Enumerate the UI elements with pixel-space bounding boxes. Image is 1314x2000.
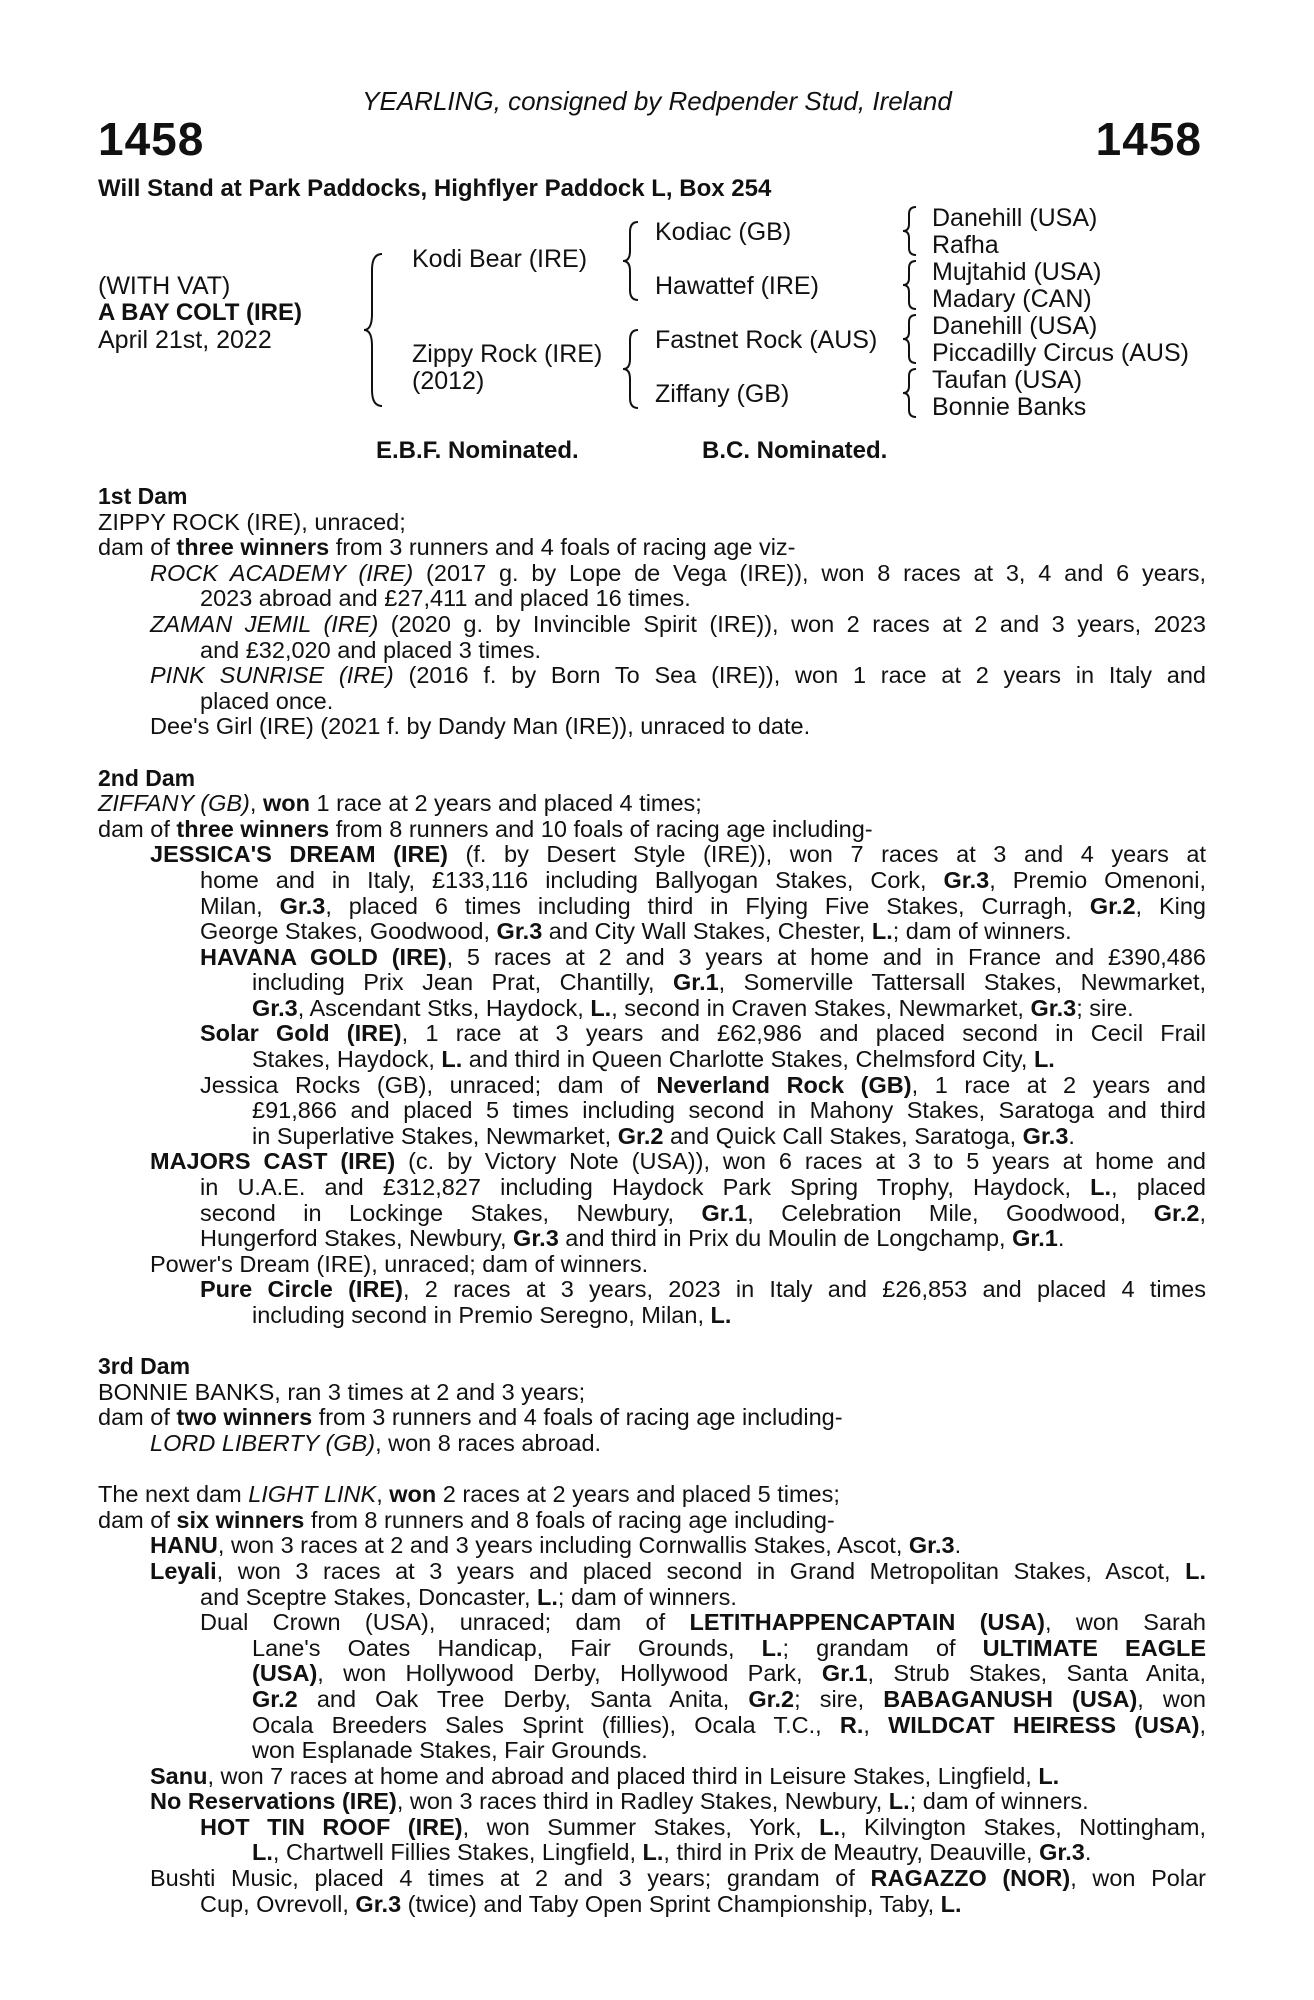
text-run: home and in Italy, £133,116 including Ballyogan Stakes, Cork,: [200, 866, 944, 893]
brace-gen3-4: [900, 366, 922, 420]
text-run: from 3 runners and 4 foals of racing age viz-: [329, 534, 796, 561]
text-run: ; dam of winners.: [557, 1583, 737, 1610]
text-line: [98, 945, 1206, 971]
text-line: [98, 1124, 1206, 1150]
text-run: won: [389, 1481, 437, 1508]
text-run: from 8 runners and 10 foals of racing age including-: [329, 815, 873, 842]
text-line: [98, 817, 1206, 843]
text-run: MAJORS CAST (IRE): [150, 1148, 396, 1175]
text-line: [98, 1482, 1206, 1508]
text-run: R.: [839, 1711, 864, 1738]
text-line: [98, 1815, 1206, 1841]
text-run: , won Hollywood Derby, Hollywood Park,: [317, 1660, 822, 1687]
text-run: PINK SUNRISE (IRE): [150, 662, 394, 689]
text-run: .: [1084, 1839, 1092, 1866]
text-run: , Celebration Mile, Goodwood,: [747, 1199, 1154, 1226]
gen3-sds: Mujtahid (USA): [932, 258, 1102, 286]
text-line: [98, 894, 1206, 920]
text-line: [98, 1764, 1206, 1790]
text-line: [98, 1303, 1206, 1329]
text-run: L.: [888, 1788, 910, 1815]
spacer: [98, 1457, 1206, 1483]
text-run: L.: [1185, 1557, 1206, 1584]
text-line: [98, 1226, 1206, 1252]
brace-sire-dam: [360, 250, 390, 410]
text-line: [98, 1610, 1206, 1636]
text-run: , won: [1137, 1685, 1207, 1712]
text-run: Jessica Rocks (GB), unraced; dam of: [200, 1071, 657, 1098]
text-line: [98, 1866, 1206, 1892]
text-run: LORD LIBERTY (GB): [150, 1429, 376, 1456]
text-line: [98, 663, 1206, 689]
section-heading: [98, 484, 1206, 510]
text-line: [98, 1738, 1206, 1764]
text-run: from 8 runners and 8 foals of racing age including-: [304, 1506, 835, 1533]
text-run: , won 8 races abroad.: [375, 1429, 602, 1456]
section-heading: [98, 1354, 1206, 1380]
text-line: [98, 1636, 1206, 1662]
text-run: , won 3 races at 3 years and placed second in Grand Metropolitan Stakes, Ascot,: [216, 1557, 1186, 1584]
text-run: Gr.1: [821, 1660, 868, 1687]
text-line: [98, 791, 1206, 817]
spacer: [98, 740, 1206, 766]
text-run: won Esplanade Stakes, Fair Grounds.: [252, 1737, 648, 1764]
text-run: L.: [642, 1839, 664, 1866]
text-run: and third in Queen Charlotte Stakes, Chelmsford City,: [462, 1046, 1034, 1073]
text-run: three winners: [176, 534, 330, 561]
text-run: L.: [819, 1813, 841, 1840]
text-run: , Kilvington Stakes, Nottingham,: [840, 1813, 1207, 1840]
gen3-dds: Taufan (USA): [932, 366, 1083, 394]
text-run: L.: [1038, 1762, 1060, 1789]
text-line: [98, 1585, 1206, 1611]
brace-dam-line: [620, 326, 644, 412]
text-line: [98, 1661, 1206, 1687]
text-run: six winners: [176, 1506, 305, 1533]
text-run: Gr.3: [252, 994, 298, 1021]
text-run: L.: [710, 1302, 732, 1328]
text-run: L.: [1090, 1174, 1112, 1201]
text-run: ,: [376, 1481, 390, 1508]
text-run: LETITHAPPENCAPTAIN (USA): [689, 1609, 1045, 1636]
text-line: [98, 714, 1206, 740]
text-run: £91,866 and placed 5 times including second in Mahony Stakes, Saratoga and third: [252, 1097, 1206, 1124]
text-run: L.: [590, 994, 612, 1021]
text-line: [98, 561, 1206, 587]
text-run: Gr.3: [513, 1225, 559, 1252]
text-run: two winners: [176, 1404, 313, 1431]
text-run: 2 races at 2 years and placed 5 times;: [436, 1481, 840, 1508]
text-run: ; sire.: [1076, 994, 1134, 1021]
dam-year: (2012): [412, 367, 485, 395]
text-line: [98, 970, 1206, 996]
consignment-line: YEARLING, consigned by Redpender Stud, Ireland: [362, 86, 952, 116]
brace-sire-line: [620, 218, 644, 304]
text-run: Gr.2: [1153, 1199, 1200, 1226]
text-run: Gr.1: [1012, 1225, 1058, 1252]
text-line: [98, 1175, 1206, 1201]
text-run: from 3 runners and 4 foals of racing age including-: [312, 1404, 843, 1431]
text-run: L.: [871, 918, 893, 945]
stand-info: Will Stand at Park Paddocks, Highflyer Paddock L, Box 254: [98, 175, 772, 202]
text-run: .: [954, 1532, 962, 1559]
text-run: L.: [537, 1583, 558, 1610]
text-run: BONNIE BANKS, ran 3 times at 2 and 3 years;: [98, 1378, 586, 1405]
text-run: including Prix Jean Prat, Chantilly,: [252, 969, 673, 996]
text-run: , third in Prix de Meautry, Deauville,: [663, 1839, 1040, 1866]
sire-name: Kodi Bear (IRE): [412, 245, 588, 273]
text-run: ,: [1199, 1711, 1206, 1738]
text-run: HAVANA GOLD (IRE): [200, 943, 447, 970]
gen3-dsd: Piccadilly Circus (AUS): [932, 339, 1189, 367]
text-run: ZIFFANY (GB): [98, 790, 250, 817]
text-run: 1 race at 2 years and placed 4 times;: [309, 790, 702, 817]
gen3-sss: Danehill (USA): [932, 204, 1098, 232]
text-run: Gr.3: [355, 1890, 402, 1917]
text-run: Gr.3: [943, 866, 990, 893]
text-run: George Stakes, Goodwood,: [200, 918, 497, 945]
sire-dam: Hawattef (IRE): [655, 272, 819, 300]
text-run: Milan,: [200, 892, 280, 919]
text-run: , Ascendant Stks, Haydock,: [297, 994, 591, 1021]
text-run: won: [262, 790, 310, 817]
text-run: second in Lockinge Stakes, Newbury,: [200, 1199, 702, 1226]
text-run: , 2 races at 3 years, 2023 in Italy and £26,853 and placed 4 times: [402, 1276, 1206, 1303]
text-run: and third in Prix du Moulin de Longchamp,: [558, 1225, 1013, 1252]
text-run: Lane's Oates Handicap, Fair Grounds,: [252, 1634, 762, 1661]
text-run: No Reservations (IRE): [150, 1788, 397, 1815]
section-heading: [98, 766, 1206, 792]
gen3-sdd: Madary (CAN): [932, 285, 1092, 313]
text-run: L.: [1033, 1046, 1055, 1073]
text-run: Gr.3: [1022, 1122, 1069, 1149]
sire-sire: Kodiac (GB): [655, 218, 792, 246]
text-run: Power's Dream (IRE), unraced; dam of winners.: [150, 1250, 649, 1277]
text-run: dam of: [98, 1404, 177, 1431]
text-line: [98, 1431, 1206, 1457]
text-line: [98, 1533, 1206, 1559]
text-run: Gr.3: [1030, 994, 1077, 1021]
text-line: [98, 1508, 1206, 1534]
text-run: Neverland Rock (GB): [656, 1071, 912, 1098]
text-run: , placed: [1111, 1174, 1206, 1201]
spacer: [98, 1329, 1206, 1355]
text-run: ,: [249, 790, 263, 817]
text-run: RAGAZZO (NOR): [870, 1865, 1071, 1892]
text-run: , won 7 races at home and abroad and placed third in Leisure Stakes, Lingfield,: [207, 1762, 1039, 1789]
text-run: (2016 f. by Born To Sea (IRE)), won 1 race at 2 years in Italy and: [393, 662, 1206, 689]
text-run: .: [1068, 1122, 1075, 1149]
text-run: Gr.2: [617, 1122, 664, 1149]
text-run: L.: [252, 1839, 273, 1866]
vat-note: (WITH VAT): [98, 272, 231, 300]
text-run: Gr.2: [748, 1685, 795, 1712]
text-line: [98, 1277, 1206, 1303]
text-run: ZIPPY ROCK (IRE), unraced;: [98, 508, 406, 535]
text-run: , second in Craven Stakes, Newmarket,: [611, 994, 1031, 1021]
text-line: [98, 1252, 1206, 1278]
brace-gen3-2: [900, 258, 922, 312]
text-run: Gr.3: [1039, 1839, 1085, 1866]
text-run: ,: [863, 1711, 889, 1738]
text-run: including second in Premio Seregno, Milan,: [252, 1302, 711, 1328]
text-run: L.: [441, 1046, 463, 1073]
text-run: , won Sarah: [1044, 1609, 1206, 1636]
text-run: The next dam: [98, 1481, 249, 1508]
text-run: Stakes, Haydock,: [252, 1046, 442, 1073]
text-run: , 1 race at 2 years and: [911, 1071, 1206, 1098]
text-run: (2017 g. by Lope de Vega (IRE)), won 8 races at 3, 4 and 6 years,: [413, 559, 1206, 586]
text-run: ; grandam of: [782, 1634, 983, 1661]
text-run: , Premio Omenoni,: [989, 866, 1207, 893]
dam-name: Zippy Rock (IRE): [412, 340, 603, 368]
text-line: [98, 638, 1206, 664]
text-run: ULTIMATE EAGLE: [982, 1634, 1207, 1661]
text-run: ROCK ACADEMY (IRE): [150, 559, 414, 586]
text-line: [98, 1713, 1206, 1739]
text-line: [98, 1380, 1206, 1406]
text-line: [98, 996, 1206, 1022]
text-line: [98, 1073, 1206, 1099]
text-run: (2020 g. by Invincible Spirit (IRE)), won 2 races at 2 and 3 years, 2023: [378, 610, 1207, 637]
brace-gen3-1: [900, 204, 922, 258]
text-run: 2nd Dam: [98, 764, 196, 791]
text-run: and Sceptre Stakes, Doncaster,: [200, 1583, 538, 1610]
text-run: , won 3 races third in Radley Stakes, Newbury,: [396, 1788, 889, 1815]
text-line: [98, 1149, 1206, 1175]
text-run: (f. by Desert Style (IRE)), won 7 races at 3 and 4 years at: [447, 841, 1207, 868]
text-run: HANU: [150, 1532, 218, 1559]
text-line: [98, 1892, 1206, 1918]
text-run: dam of: [98, 534, 177, 561]
text-run: 2023 abroad and £27,411 and placed 16 times.: [200, 585, 691, 612]
text-run: and Quick Call Stakes, Saratoga,: [663, 1122, 1023, 1149]
text-run: , 5 races at 2 and 3 years at home and in France and £390,486: [446, 943, 1206, 970]
text-run: Sanu: [150, 1762, 208, 1789]
text-run: , Chartwell Fillies Stakes, Lingfield,: [272, 1839, 643, 1866]
text-line: [98, 1559, 1206, 1585]
text-run: , Somerville Tattersall Stakes, Newmarket,: [718, 969, 1207, 996]
ebf-nomination: E.B.F. Nominated.: [376, 437, 579, 464]
text-run: (c. by Victory Note (USA)), won 6 races at 3 to 5 years at home and: [395, 1148, 1206, 1175]
text-line: [98, 510, 1206, 536]
text-run: Gr.1: [701, 1199, 748, 1226]
text-run: L.: [940, 1890, 962, 1917]
lot-number-left: 1458: [98, 113, 205, 165]
text-run: HOT TIN ROOF (IRE): [200, 1813, 463, 1840]
text-line: [98, 535, 1206, 561]
brace-gen3-3: [900, 312, 922, 366]
text-run: , Strub Stakes, Santa Anita,: [867, 1660, 1206, 1687]
text-run: , placed 6 times including third in Flying Five Stakes, Curragh,: [325, 892, 1090, 919]
text-run: Hungerford Stakes, Newbury,: [200, 1225, 514, 1252]
text-run: Gr.2: [252, 1685, 298, 1712]
text-run: ,: [1199, 1199, 1206, 1226]
text-run: L.: [761, 1634, 783, 1661]
text-run: three winners: [176, 815, 330, 842]
text-run: placed once.: [200, 687, 334, 714]
text-run: .: [1057, 1225, 1065, 1252]
text-run: Gr.1: [672, 969, 719, 996]
text-line: [98, 1840, 1206, 1866]
text-line: [98, 689, 1206, 715]
text-line: [98, 586, 1206, 612]
text-run: and Oak Tree Derby, Santa Anita,: [297, 1685, 749, 1712]
dam-dam: Ziffany (GB): [655, 380, 790, 408]
text-line: [98, 1047, 1206, 1073]
text-line: [98, 1789, 1206, 1815]
text-run: , King: [1135, 892, 1207, 919]
text-run: Bushti Music, placed 4 times at 2 and 3 years; grandam of: [150, 1865, 871, 1892]
text-run: Gr.3: [279, 892, 326, 919]
bc-nomination: B.C. Nominated.: [702, 437, 888, 464]
text-run: 1st Dam: [98, 483, 188, 509]
gen3-ssd: Rafha: [932, 231, 999, 259]
text-run: and City Wall Stakes, Chester,: [542, 918, 872, 945]
text-line: [98, 1098, 1206, 1124]
text-run: (USA): [252, 1660, 318, 1687]
text-run: dam of: [98, 1506, 177, 1533]
text-run: 3rd Dam: [98, 1353, 191, 1380]
text-run: dam of: [98, 815, 177, 842]
lot-title: A BAY COLT (IRE): [98, 299, 303, 326]
text-run: LIGHT LINK: [248, 1481, 377, 1508]
text-run: ; dam of winners.: [909, 1788, 1089, 1815]
text-run: , won Summer Stakes, York,: [462, 1813, 820, 1840]
family-notes: [98, 484, 1206, 1917]
text-run: JESSICA'S DREAM (IRE): [150, 841, 448, 868]
dam-sire: Fastnet Rock (AUS): [655, 326, 878, 354]
text-run: Ocala Breeders Sales Sprint (fillies), Ocala T.C.,: [252, 1711, 840, 1738]
text-run: , won 3 races at 2 and 3 years including Cornwallis Stakes, Ascot,: [217, 1532, 909, 1559]
text-run: in Superlative Stakes, Newmarket,: [252, 1122, 618, 1149]
text-line: [98, 612, 1206, 638]
text-run: ; sire,: [794, 1685, 884, 1712]
text-run: WILDCAT HEIRESS (USA): [888, 1711, 1200, 1738]
text-run: BABAGANUSH (USA): [883, 1685, 1138, 1712]
text-run: Gr.3: [908, 1532, 955, 1559]
text-run: Solar Gold (IRE): [200, 1020, 402, 1047]
text-line: [98, 868, 1206, 894]
text-run: Pure Circle (IRE): [200, 1276, 403, 1303]
text-line: [98, 842, 1206, 868]
text-run: Gr.3: [496, 918, 543, 945]
text-line: [98, 1201, 1206, 1227]
gen3-dss: Danehill (USA): [932, 312, 1098, 340]
text-line: [98, 919, 1206, 945]
text-line: [98, 1021, 1206, 1047]
text-run: and £32,020 and placed 3 times.: [200, 636, 542, 663]
gen3-ddd: Bonnie Banks: [932, 393, 1087, 421]
foaling-date: April 21st, 2022: [98, 326, 272, 354]
text-run: Dual Crown (USA), unraced; dam of: [200, 1609, 690, 1636]
text-run: , 1 race at 3 years and £62,986 and placed second in Cecil Frail: [401, 1020, 1206, 1047]
text-run: ; dam of winners.: [892, 918, 1072, 945]
text-run: Dee's Girl (IRE) (2021 f. by Dandy Man (IRE)), unraced to date.: [150, 713, 811, 740]
text-run: ZAMAN JEMIL (IRE): [150, 610, 379, 637]
lot-number-right: 1458: [1095, 113, 1202, 165]
text-run: in U.A.E. and £312,827 including Haydock Park Spring Trophy, Haydock,: [200, 1174, 1091, 1201]
text-line: [98, 1405, 1206, 1431]
text-run: , won Polar: [1070, 1865, 1206, 1892]
text-run: Cup, Ovrevoll,: [200, 1890, 356, 1917]
text-line: [98, 1687, 1206, 1713]
text-run: (twice) and Taby Open Sprint Championship, Taby,: [401, 1890, 941, 1917]
text-run: Leyali: [150, 1557, 217, 1584]
text-run: Gr.2: [1089, 892, 1136, 919]
